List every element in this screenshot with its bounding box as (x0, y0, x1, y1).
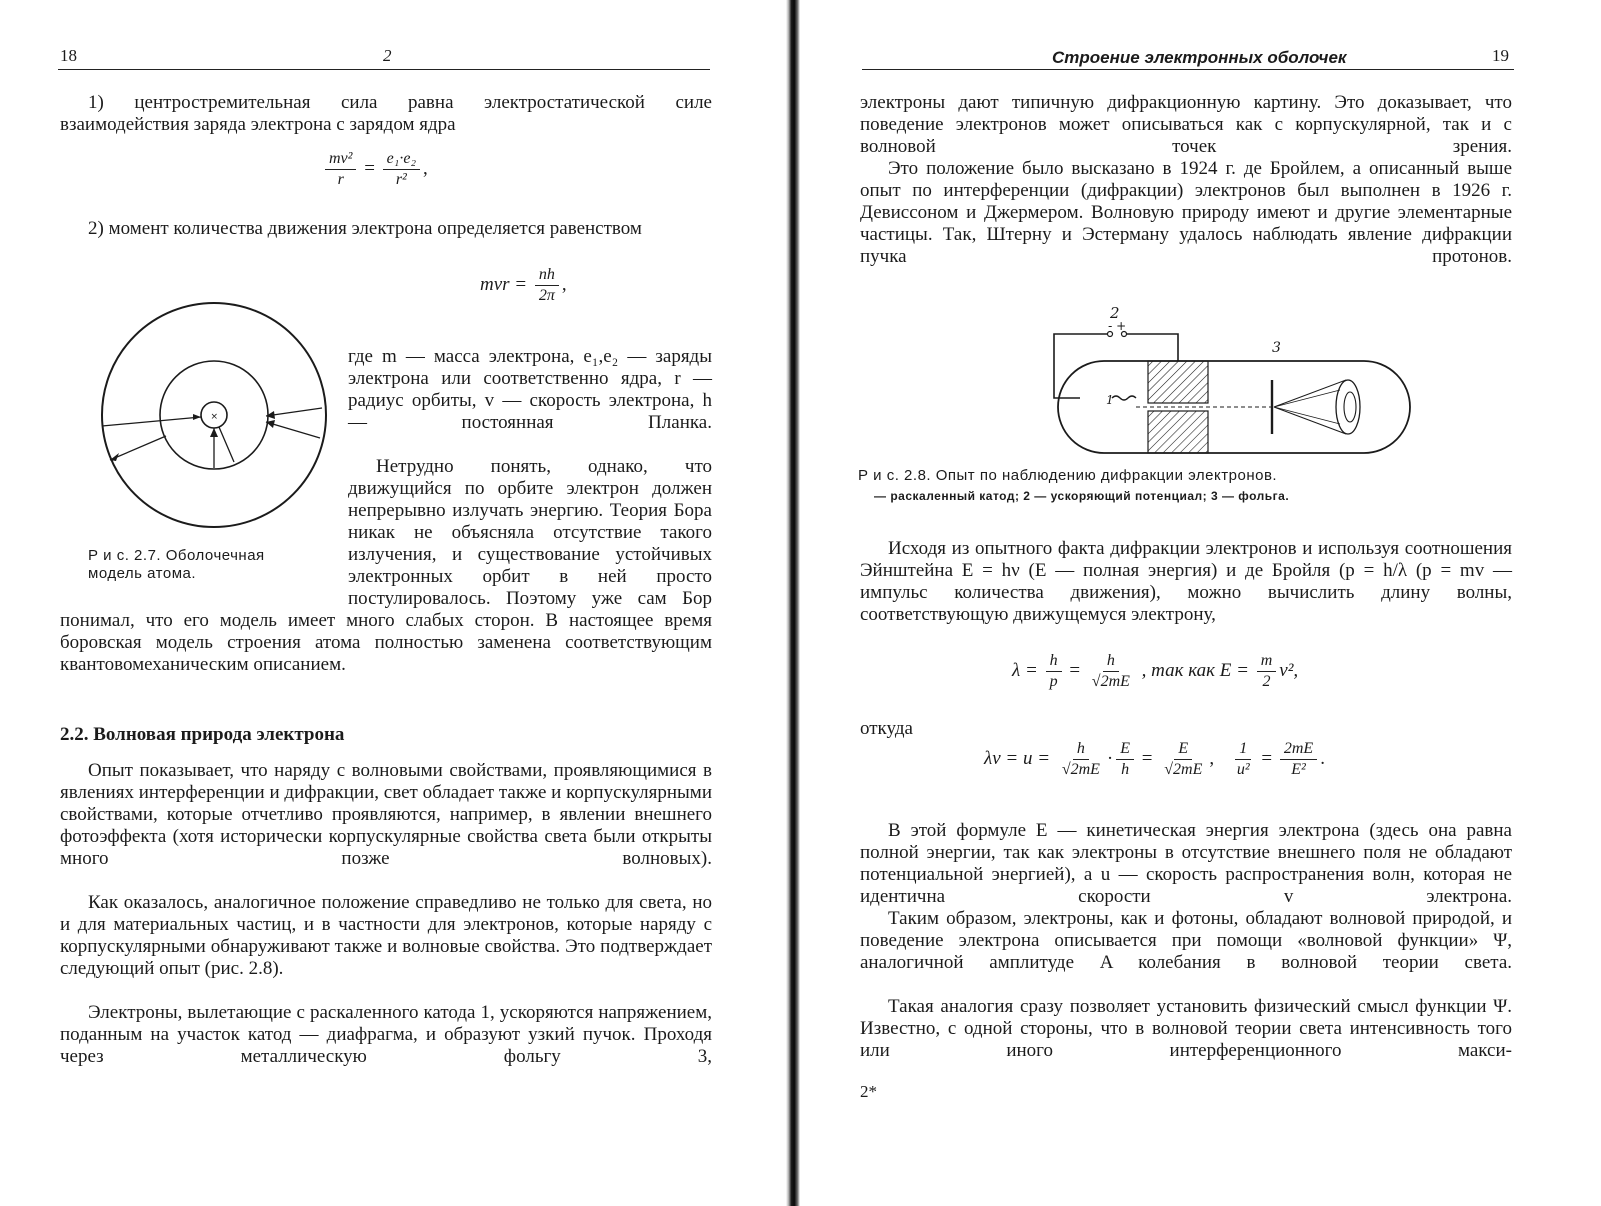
paragraph-de-broglie-history: Это положение было высказано в 1924 г. де Бройлем, а описанный выше опыт по интерференции (дифракции) электронов был выполнен в 1926 г. Девиссоном и Джермером. Волновую природу имеют и другие элементарные частицы. Так, Штерну и Эстерману удалось наблюдать явление дифракции пучка протонов. (860, 158, 1512, 267)
figure-2-8-caption: Р и с. 2.8. Опыт по наблюдению дифракции электронов. (858, 467, 1278, 484)
right-page (808, 0, 1601, 1206)
paragraph-bohr-weakness: понимал, что его модель имеет много слабых сторон. В настоящее время боровская модель строения атома полностью заменена соответствующим квантовомеханическим описанием. (60, 610, 712, 675)
figure-2-7-atom-model (86, 298, 330, 532)
paragraph-centripetal: 1) центростремительная сила равна электростатической силе взаимодействия заряда электрона с зарядом ядра (60, 92, 712, 135)
chapter-marker: 2 (383, 46, 392, 65)
running-head: Строение электронных оболочек (1052, 48, 1347, 67)
formula-wavelength-frequency: λν = u = $\frac{h}{√2mE}$ · $\frac{E}{h}$ = $\frac{E}{√2mE}$ , $\frac{1}{\text{u²}}$ = $\frac{2mE}{\text{E²}}$ . (984, 740, 1325, 778)
left-page (0, 0, 790, 1206)
paragraph-physical-meaning: Такая аналогия сразу позволяет установить физический смысл функции Ψ. Известно, с одной стороны, что в волновой теории света интенсивность того или иного интерференционного макси- (860, 996, 1512, 1061)
figure-2-8-diffraction-setup (1044, 300, 1404, 460)
paragraph-diffraction-pattern: электроны дают типичную дифракционную картину. Это доказывает, что поведение электронов может описываться как с корпускулярной, так и с волновой точек зрения. (860, 92, 1512, 157)
paragraph-momentum: 2) момент количества движения электрона определяется равенством (88, 218, 642, 239)
paragraph-kinetic-energy: В этой формуле E — кинетическая энергия электрона (здесь она равна полной энергии, так как электроны в отсутствие внешнего поля не обладают потенциальной энергией), а u — скорость распространения волн, которая не идентична скорости v электрона. (860, 820, 1512, 907)
figure-2-8-caption-legend: — раскаленный катод; 2 — ускоряющий потенциал; 3 — фольга. (874, 489, 1290, 503)
page-number-left: 18 (60, 46, 77, 65)
fig-label-minus-plus: - + (1108, 319, 1127, 333)
fig-label-2: 2 (1110, 304, 1120, 322)
paragraph-electrons-cathode: Электроны, вылетающие с раскаленного катода 1, ускоряются напряжением, поданным на участок катод — диафрагма, и образуют узкий пучок. Проходя через металлическую фольгу 3, (60, 1002, 712, 1067)
figure-2-7-caption-line2: модель атома. (88, 565, 197, 582)
paragraph-einstein-de-broglie: Исходя из опытного факта дифракции электронов и используя соотношения Эйнштейна E = hν (E — полная энергия) и де Бройля (p = h/λ (p = mv — импульс количества движения), можно вычислить длину волны, соответствующую движущемуся электрону, (860, 538, 1512, 625)
section-heading-wave-nature: 2.2. Волновая природа электрона (60, 724, 345, 745)
page-number-right: 19 (1492, 46, 1509, 65)
header-rule-left (58, 69, 710, 70)
formula-centripetal-force: $\frac{\text{mv²}}{r}$ = $\frac{\text{e₁·e₂}}{\text{r²}}$ , (322, 150, 428, 189)
formula-wavelength: λ = $\frac{h}{p}$ = $\frac{h}{√2mE}$ , так как E = $\frac{m}{2}$ v², (1012, 652, 1299, 690)
fig-label-3: 3 (1272, 340, 1281, 356)
paragraph-wave-function: Таким образом, электроны, как и фотоны, обладают волновой природой, и поведение электрона описывается при помощи «волновой функции» Ψ, аналогичной амплитуде A колебания в волновой теории света. (860, 908, 1512, 973)
paragraph-analogous-particles: Как оказалось, аналогичное положение справедливо не только для света, но и для материальных частиц, и в частности для электронов, которые наряду с корпускулярными обнаруживают также и волновые свойства. Это подтверждает следующий опыт (рис. 2.8). (60, 892, 712, 979)
formula-angular-momentum: mvr = $\frac{nh}{2\pi}$ , (480, 266, 567, 304)
paragraph-where-definitions: где m — масса электрона, e₁,e₂ — заряды электрона или соответственно ядра, r — радиус орбиты, v — скорость электрона, h — постоянная Планка. (348, 346, 712, 433)
svg-text:×: × (210, 412, 219, 422)
fig-label-1: 1 (1106, 393, 1114, 407)
paragraph-difficult-radiation: Нетрудно понять, однако, что движущийся по орбите электрон должен непрерывно излучать энергию. Теория Бора никак не объясняла отсутствие такого излучения, и существование устойчивых электронных орбит в ней просто постулировалось. Поэтому уже сам Бор (348, 456, 712, 609)
figure-2-7-caption-line1: Р и с. 2.7. Оболочечная (88, 547, 265, 564)
signature-mark: 2* (860, 1082, 877, 1101)
header-rule-right (862, 69, 1514, 70)
paragraph-experience-light: Опыт показывает, что наряду с волновыми свойствами, проявляющимися в явлениях интерференции и дифракции, свет обладает также и корпускулярными свойствами, которые отчетливо проявляются, например, в явлении внешнего фотоэффекта (хотя исторически корпускулярные свойства света были открыты много позже волновых). (60, 760, 712, 869)
word-whence: откуда (860, 718, 913, 739)
